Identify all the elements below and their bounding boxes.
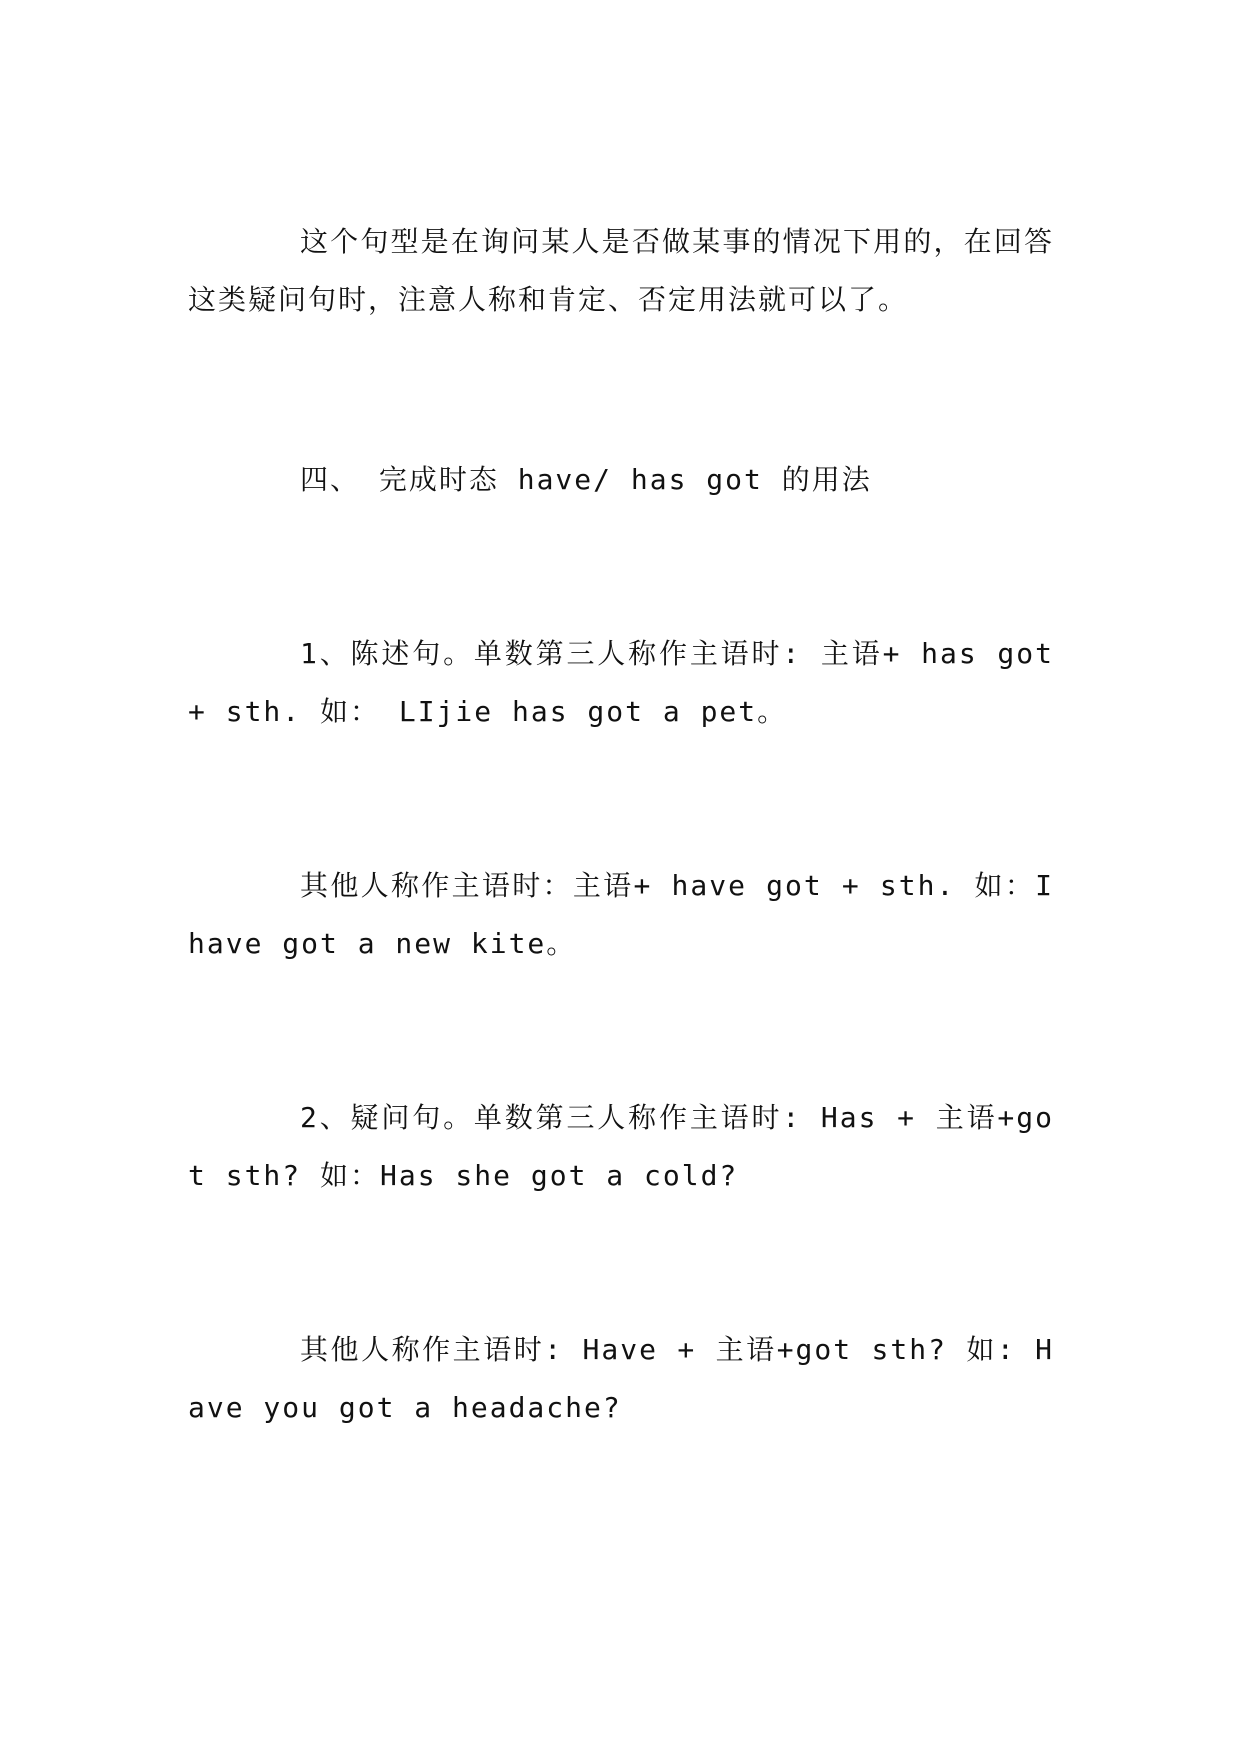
paragraph-explanation: 这个句型是在询问某人是否做某事的情况下用的，在回答这类疑问句时，注意人称和肯定、否定用法就可以了。 <box>188 225 1054 316</box>
paragraph-question-other-person: 其他人称作主语时: Have + 主语+got sth? 如: Have you got a headache? <box>188 1333 1054 1424</box>
section-heading: 四、 完成时态 have/ has got 的用法 <box>300 463 872 496</box>
paragraph-statement-third-person: 1、陈述句。单数第三人称作主语时: 主语+ has got + sth. 如： LIjie has got a pet。 <box>188 637 1054 728</box>
paragraph-question-third-person: 2、疑问句。单数第三人称作主语时: Has + 主语+got sth? 如：Has she got a cold? <box>188 1101 1054 1192</box>
paragraph-statement-other-person: 其他人称作主语时：主语+ have got + sth. 如：I have got a new kite。 <box>188 869 1054 960</box>
